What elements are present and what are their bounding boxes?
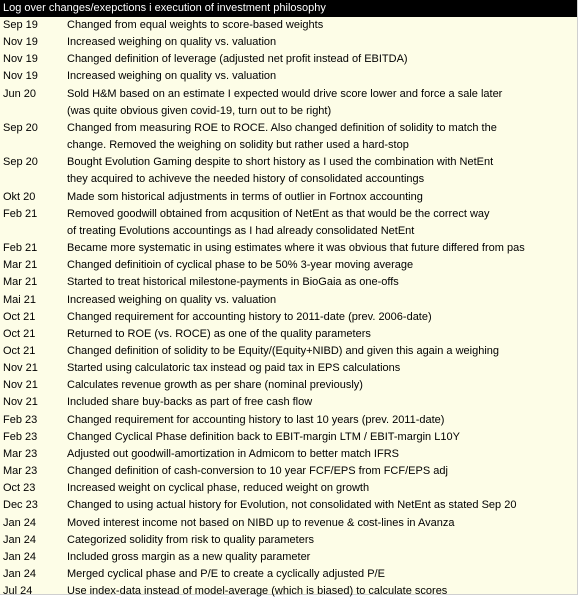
log-description-line: Increased weighing on quality vs. valuation xyxy=(67,36,277,49)
log-row[interactable] xyxy=(0,446,577,463)
log-date-cell[interactable]: Feb 23 xyxy=(3,413,38,426)
log-description-line: Returned to ROE (vs. ROCE) as one of the quality parameters xyxy=(67,327,371,340)
log-description-line: Changed to using actual history for Evolution, not consolidated with NetEnt as stated Sep 20 xyxy=(67,499,517,512)
log-date-cell[interactable]: Nov 19 xyxy=(3,36,38,49)
log-row[interactable] xyxy=(0,343,577,360)
log-description-line: Changed from equal weights to score-based weights xyxy=(67,19,324,31)
log-row[interactable] xyxy=(0,566,577,583)
log-description-cell[interactable] xyxy=(67,394,577,411)
log-description-line: Categorized solidity from risk to quality parameters xyxy=(67,533,314,546)
log-description-cell[interactable] xyxy=(67,497,577,514)
log-row[interactable] xyxy=(0,497,577,514)
log-description-cell[interactable] xyxy=(67,309,577,326)
log-description-cell[interactable] xyxy=(67,412,577,429)
log-row[interactable] xyxy=(0,532,577,549)
log-description-line: Changed requirement for accounting history to last 10 years (prev. 2011-date) xyxy=(67,413,445,426)
log-date-cell[interactable]: Jan 24 xyxy=(3,516,37,529)
log-description-line: Bought Evolution Gaming despite to short history as I used the combination with NetEnt xyxy=(67,156,494,169)
log-description-line: Made som historical adjustments in terms of outlier in Fortnox accounting xyxy=(67,190,423,203)
log-description-line: of treating Evolutions accountings as I had already consolidated NetEnt xyxy=(67,224,415,237)
log-row[interactable] xyxy=(0,463,577,480)
log-date-cell[interactable]: Feb 21 xyxy=(3,207,38,220)
log-date-cell[interactable]: Mar 23 xyxy=(3,447,38,460)
log-description-cell[interactable] xyxy=(67,343,577,360)
log-row[interactable] xyxy=(0,412,577,429)
log-description-cell[interactable] xyxy=(67,377,577,394)
log-row[interactable] xyxy=(0,515,577,532)
log-row[interactable] xyxy=(0,429,577,446)
log-description-line: Changed requirement for accounting history to 2011-date (prev. 2006-date) xyxy=(67,310,432,323)
log-description-line: Calculates revenue growth as per share (nominal previously) xyxy=(67,379,363,392)
log-row[interactable] xyxy=(0,583,577,600)
log-date-cell[interactable]: Sep 20 xyxy=(3,121,38,134)
log-description-line: Merged cyclical phase and P/E to create a cyclically adjusted P/E xyxy=(67,568,385,580)
log-row[interactable] xyxy=(0,17,577,34)
log-description-cell[interactable] xyxy=(67,429,577,446)
log-row[interactable] xyxy=(0,240,577,257)
log-description-cell[interactable] xyxy=(67,68,577,85)
log-description-line: Became more systematic in using estimates where it was obvious that future differed from pas xyxy=(67,242,525,255)
log-description-line: Moved interest income not based on NIBD up to revenue & cost-lines in Avanza xyxy=(67,516,455,529)
log-date-cell[interactable]: Nov 19 xyxy=(3,53,38,66)
log-row[interactable] xyxy=(0,257,577,274)
log-date-cell[interactable]: Dec 23 xyxy=(3,499,38,512)
log-description-cell[interactable] xyxy=(67,206,577,240)
log-date-cell[interactable]: Jan 24 xyxy=(3,550,37,563)
log-description-cell[interactable] xyxy=(67,446,577,463)
log-date-cell[interactable]: Oct 21 xyxy=(3,344,36,357)
log-description-line: Started to treat historical milestone-payments in BioGaia as one-offs xyxy=(67,276,399,289)
log-date-cell[interactable]: Feb 23 xyxy=(3,430,38,443)
log-description-line: (was quite obvious given covid-19, turn out to be right) xyxy=(67,104,332,117)
log-title: Log over changes/exepctions i execution of investment philosophy xyxy=(0,0,577,17)
log-row[interactable] xyxy=(0,154,577,188)
log-row[interactable] xyxy=(0,480,577,497)
log-date-cell[interactable]: Jan 24 xyxy=(3,533,37,546)
log-date-cell[interactable]: Mar 21 xyxy=(3,259,38,272)
log-description-cell[interactable] xyxy=(67,86,577,120)
log-description-cell[interactable] xyxy=(67,274,577,291)
log-description-line: Changed from measuring ROE to ROCE. Also changed definition of solidity to match the xyxy=(67,121,497,134)
log-date-cell[interactable]: Oct 21 xyxy=(3,310,36,323)
log-description-line: Adjusted out goodwill-amortization in Admicom to better match IFRS xyxy=(67,447,399,460)
log-table xyxy=(0,17,577,600)
log-description-line: Increased weight on cyclical phase, reduced weight on growth xyxy=(67,482,370,495)
log-description-line: Removed goodwill obtained from acqusition of NetEnt as that would be the correct way xyxy=(67,207,490,220)
log-row[interactable] xyxy=(0,292,577,309)
log-row[interactable] xyxy=(0,326,577,343)
log-row[interactable] xyxy=(0,86,577,120)
log-description-cell[interactable] xyxy=(67,583,577,600)
log-date-cell[interactable]: Nov 19 xyxy=(3,70,38,83)
log-date-cell[interactable]: Mar 23 xyxy=(3,465,38,478)
log-row[interactable] xyxy=(0,377,577,394)
log-date-cell[interactable]: Oct 23 xyxy=(3,482,36,495)
log-row[interactable] xyxy=(0,549,577,566)
log-description-line: Changed definition of leverage (adjusted net profit instead of EBITDA) xyxy=(67,53,408,66)
log-description-line: Changed Cyclical Phase definition back to EBIT-margin LTM / EBIT-margin L10Y xyxy=(67,430,460,443)
log-row[interactable] xyxy=(0,51,577,68)
log-description-line: Use index-data instead of model-average (which is biased) to calculate scores xyxy=(67,585,448,598)
log-date-cell[interactable]: Nov 21 xyxy=(3,379,38,392)
log-date-cell[interactable]: Sep 19 xyxy=(3,19,38,31)
log-row[interactable] xyxy=(0,274,577,291)
log-description-cell[interactable] xyxy=(67,51,577,68)
log-row[interactable] xyxy=(0,120,577,154)
log-description-cell[interactable] xyxy=(67,566,577,583)
log-description-cell[interactable] xyxy=(67,257,577,274)
log-description-line: Increased weighing on quality vs. valuation xyxy=(67,70,277,83)
log-description-cell[interactable] xyxy=(67,292,577,309)
log-date-cell[interactable]: Nov 21 xyxy=(3,396,38,409)
log-date-cell[interactable]: Mar 21 xyxy=(3,276,38,289)
log-description-cell[interactable] xyxy=(67,360,577,377)
log-description-cell[interactable] xyxy=(67,549,577,566)
log-description-line: Sold H&M based on an estimate I expected would drive score lower and force a sale later xyxy=(67,87,503,100)
log-description-cell[interactable] xyxy=(67,154,577,188)
log-row[interactable] xyxy=(0,189,577,206)
log-description-line: they acquired to achiveve the needed history of consolidated accountings xyxy=(67,173,425,186)
log-date-cell[interactable]: Sep 20 xyxy=(3,156,38,169)
log-description-cell[interactable] xyxy=(67,480,577,497)
log-description-line: Started using calculatoric tax instead og paid tax in EPS calculations xyxy=(67,362,401,375)
log-description-cell[interactable] xyxy=(67,34,577,51)
log-row[interactable] xyxy=(0,309,577,326)
log-date-cell[interactable]: Oct 21 xyxy=(3,327,36,340)
log-description-line: Changed definition of cash-conversion to 10 year FCF/EPS from FCF/EPS adj xyxy=(67,465,448,478)
log-description-cell[interactable] xyxy=(67,120,577,154)
log-description-line: Included gross margin as a new quality parameter xyxy=(67,550,311,563)
log-description-cell[interactable] xyxy=(67,515,577,532)
log-description-line: Changed definitioin of cyclical phase to be 50% 3-year moving average xyxy=(67,259,414,272)
log-description-line: Increased weighing on quality vs. valuation xyxy=(67,293,277,306)
log-date-cell[interactable]: Nov 21 xyxy=(3,362,38,375)
log-date-cell[interactable]: Jun 20 xyxy=(3,87,37,100)
log-date-cell[interactable]: Jan 24 xyxy=(3,568,37,580)
log-row[interactable] xyxy=(0,360,577,377)
log-description-line: Changed definition of solidity to be Equity/(Equity+NIBD) and given this again a weighing xyxy=(67,344,500,357)
log-description-cell[interactable] xyxy=(67,189,577,206)
log-date-cell[interactable]: Feb 21 xyxy=(3,242,38,255)
log-description-cell[interactable] xyxy=(67,240,577,257)
log-date-cell[interactable]: Jul 24 xyxy=(3,585,33,598)
log-date-cell[interactable]: Mai 21 xyxy=(3,293,37,306)
log-description-cell[interactable] xyxy=(67,326,577,343)
log-description-line: change. Removed the weighing on solidity but rather used a hard-stop xyxy=(67,139,409,152)
log-description-cell[interactable] xyxy=(67,532,577,549)
log-row[interactable] xyxy=(0,206,577,240)
log-date-cell[interactable]: Okt 20 xyxy=(3,190,36,203)
log-description-cell[interactable] xyxy=(67,463,577,480)
log-row[interactable] xyxy=(0,34,577,51)
log-description-line: Included share buy-backs as part of free cash flow xyxy=(67,396,313,409)
log-description-cell[interactable] xyxy=(67,17,577,34)
log-row[interactable] xyxy=(0,68,577,85)
log-row[interactable] xyxy=(0,394,577,411)
